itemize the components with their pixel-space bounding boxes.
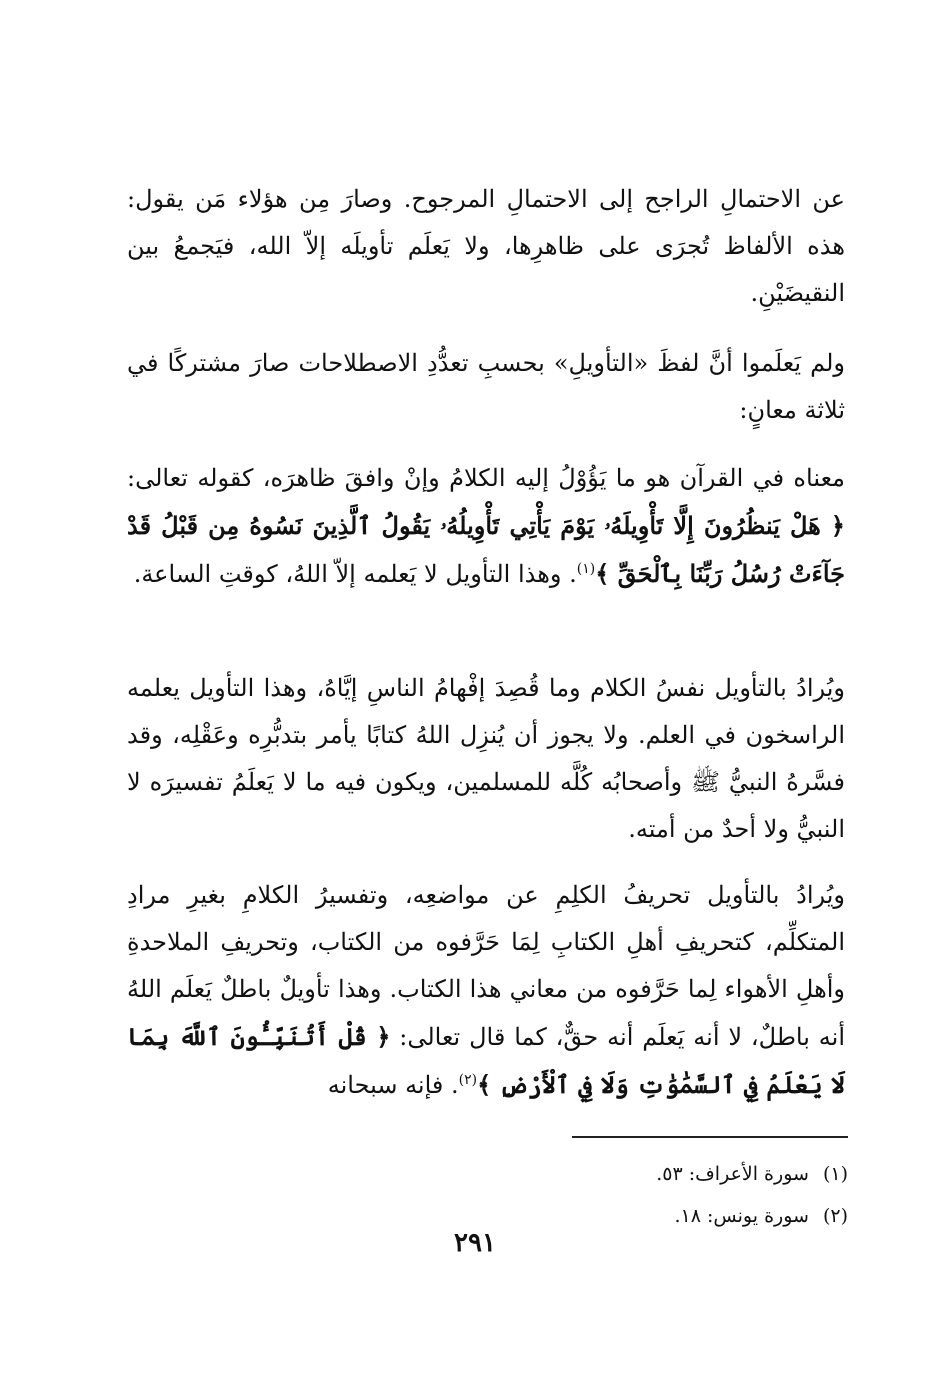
paragraph-2-text: ولم يَعلَموا أنَّ لفظَ «التأويلِ» بحسبِ تعدُّدِ الاصطلاحات صارَ مشتركًا في ثلاثة معانٍ: [127,349,845,424]
paragraph-1 [127,176,845,317]
paragraph-3-text-after: . وهذا التأويل لا يَعلمه إلاّ اللهُ، كوقتِ الساعة. [133,560,577,588]
quran-verse-1: ﴿ هَلْ يَنظُرُونَ إِلَّا تَأْوِيلَهُۥ يَوْمَ يَأْتِي تَأْوِيلُهُۥ يَقُولُ ٱلَّذِينَ نَسُوهُ مِن قَبْلُ قَدْ جَآءَتْ رُسُلُ رَبِّنَا بِٱلْحَقِّ ﴾ [127,511,845,588]
footnote-ref-1: (١) [576,561,596,577]
footnote-1-number: (١) [822,1163,848,1185]
footnote-2-text: سورة يونس: ١٨. [674,1205,809,1227]
footnote-1 [500,1153,848,1195]
paragraph-4 [127,665,845,853]
paragraph-2 [127,340,845,434]
quran-verse-2: ﴿ قُلْ أَتُنَبِّـُٔونَ ٱللَّهَ بِمَا لَا يَعْلَمُ فِي ٱلسَّمَٰوَٰتِ وَلَا فِي ٱلْأَرْضِ ﴾ [127,1022,845,1099]
page-number: ٢٩١ [454,1228,496,1258]
footnote-divider [572,1136,848,1138]
footnotes [500,1153,848,1237]
paragraph-3 [127,455,845,598]
footnote-ref-2: (٢) [458,1072,478,1088]
footnote-2-number: (٢) [822,1205,848,1227]
paragraph-5-text-after: . فإنه سبحانه [327,1071,459,1099]
footnote-1-text: سورة الأعراف: ٥٣. [656,1163,809,1185]
paragraph-5-text-before: ويُرادُ بالتأويل تحريفُ الكلِمِ عن مواضعِه، وتفسيرُ الكلامِ بغيرِ مرادِ المتكلِّم، كتحريفِ أهلِ الكتابِ لِمَا حَرَّفوه من الكتاب، وتحريفِ الملاحدةِ وأهلِ الأهواء لِما حَرَّفوه من معاني هذا الكتاب. وهذا تأويلٌ باطلٌ يَعلَم اللهُ أنه باطلٌ، لا أنه يَعلَم أنه حقٌّ، كما قال تعالى: [127,881,846,1051]
paragraph-1-text: عن الاحتمالِ الراجح إلى الاحتمالِ المرجوح. وصارَ مِن هؤلاء مَن يقول: هذه الألفاظ تُجرَى على ظاهرِها، ولا يَعلَم تأويلَه إلاّ الله، فيَجمعُ بين النقيضَيْنِ. [127,185,845,307]
paragraph-3-text-before: معناه في القرآن هو ما يَؤُوْلُ إليه الكلامُ وإنْ وافقَ ظاهرَه، كقوله تعالى: [127,464,845,492]
paragraph-5 [127,872,845,1109]
paragraph-4-text: ويُرادُ بالتأويل نفسُ الكلام وما قُصِدَ إفْهامُ الناسِ إيَّاهُ، وهذا التأويل يعلمه الراسخون في العلم. ولا يجوز أن يُنزِل اللهُ كتابًا يأمر بتدبُّرِه وعَقْلِه، وقد فسَّرهُ النبيُّ ﷺ وأصحابُه كُلَّه للمسلمين، ويكون فيه ما لا يَعلَمُ تفسيرَه لا النبيُّ ولا أحدٌ من أمته. [127,674,845,843]
